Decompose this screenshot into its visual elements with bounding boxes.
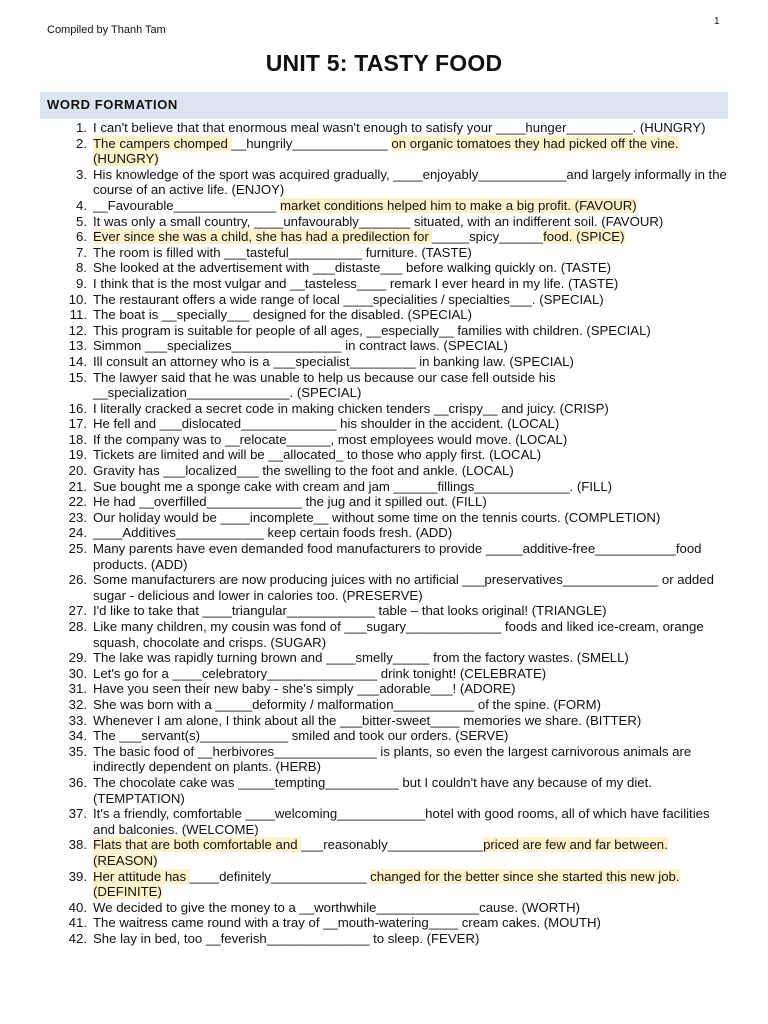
exercise-number: 22. [68, 494, 87, 510]
exercise-item [40, 229, 728, 245]
exercise-number: 25. [68, 541, 87, 557]
exercise-item [40, 198, 728, 214]
exercise-text: It was only a small country, ____unfavourably_______ situated, with an indifferent soil. (FAVOUR) [93, 213, 664, 229]
exercise-item [40, 681, 728, 697]
exercise-item [40, 744, 728, 775]
exercise-number: 1. [76, 120, 87, 135]
exercise-item [40, 432, 728, 448]
exercise-item [40, 775, 728, 806]
exercise-text: I can't believe that that enormous meal wasn't enough to satisfy your ____hunger_________. (HUNGRY) [93, 120, 706, 135]
exercise-number: 12. [68, 322, 87, 338]
exercise-number: 8. [76, 260, 87, 276]
exercise-text: Sue bought me a sponge cake with cream and jam ______fillings_____________. (FILL) [93, 478, 613, 494]
exercise-number: 18. [68, 431, 87, 447]
exercise-number: 28. [68, 619, 87, 634]
highlighted-text: Ever since she was a child, she has had a predilection for [93, 229, 433, 245]
exercise-number: 30. [68, 665, 87, 681]
exercise-number: 4. [76, 197, 87, 213]
exercise-item [40, 292, 728, 308]
page-number: 1 [714, 16, 720, 27]
exercise-item [40, 120, 728, 136]
exercise-text: Let's go for a ____celebratory_______________ drink tonight! (CELEBRATE) [93, 665, 547, 681]
exercise-text: ____Additives____________ keep certain foods fresh. (ADD) [93, 525, 453, 541]
exercise-number: 29. [68, 650, 87, 666]
highlighted-text: on organic tomatoes they had picked off the vine. (HUNGRY) [93, 135, 679, 167]
exercise-text: __hungrily_____________ [231, 135, 392, 151]
exercise-item [40, 323, 728, 339]
page-title: UNIT 5: TASTY FOOD [265, 50, 503, 76]
exercise-number: 42. [68, 930, 87, 946]
exercise-number: 32. [68, 696, 87, 712]
exercise-item [40, 447, 728, 463]
exercise-text: The lawyer said that he was unable to help us because our case fell outside his __specialization______________. (SPECIAL) [93, 369, 556, 401]
exercise-number: 17. [68, 416, 87, 432]
exercise-text: The boat is __specially___ designed for the disabled. (SPECIAL) [93, 307, 472, 323]
exercise-item [40, 260, 728, 276]
exercise-text: If the company was to __relocate______, most employees would move. (LOCAL) [93, 431, 568, 447]
exercise-number: 7. [76, 244, 87, 260]
section-title: WORD FORMATION [47, 97, 178, 112]
exercise-number: 26. [68, 572, 87, 588]
exercise-item [40, 167, 728, 198]
highlighted-text: food. (SPICE) [543, 229, 625, 245]
exercise-item [40, 214, 728, 230]
exercise-item [40, 713, 728, 729]
exercise-text: ___reasonably_____________ [301, 837, 484, 853]
exercise-text: The ___servant(s)____________ smiled and took our orders. (SERVE) [93, 728, 509, 744]
exercise-item [40, 931, 728, 947]
highlighted-text: market conditions helped him to make a big profit. (FAVOUR) [280, 197, 637, 213]
exercise-text: Have you seen their new baby - she's simply ___adorable___! (ADORE) [93, 681, 516, 697]
exercise-item [40, 525, 728, 541]
exercise-text: He fell and ___dislocated_____________ his shoulder in the accident. (LOCAL) [93, 416, 560, 432]
highlighted-text: Flats that are both comfortable and [93, 837, 302, 853]
exercise-number: 36. [68, 774, 87, 790]
exercise-number: 33. [68, 712, 87, 728]
exercise-item [40, 463, 728, 479]
exercise-item [40, 666, 728, 682]
exercise-number: 2. [76, 135, 87, 151]
exercise-text: Gravity has ___localized___ the swelling to the foot and ankle. (LOCAL) [93, 463, 514, 479]
exercise-text: We decided to give the money to a __worthwhile______________cause. (WORTH) [93, 899, 581, 915]
exercise-item [40, 697, 728, 713]
exercise-number: 21. [68, 478, 87, 494]
exercise-number: 40. [68, 899, 87, 915]
exercise-item [40, 276, 728, 292]
exercise-number: 19. [68, 447, 87, 463]
exercise-item [40, 307, 728, 323]
exercise-text: _____spicy______ [432, 229, 544, 245]
exercise-text: This program is suitable for people of all ages, __especially__ families with children. (SPECIAL) [93, 322, 651, 338]
exercise-item [40, 900, 728, 916]
exercise-text: She lay in bed, too __feverish______________ to sleep. (FEVER) [93, 930, 480, 946]
exercise-number: 6. [76, 229, 87, 245]
exercise-text: It's a friendly, comfortable ____welcoming____________hotel with good rooms, all of which have facilities and balconies. (WELCOME) [93, 806, 710, 837]
exercise-number: 35. [68, 743, 87, 759]
exercise-text: I literally cracked a secret code in making chicken tenders __crispy__ and juicy. (CRISP) [93, 400, 609, 416]
exercise-item [40, 869, 728, 900]
exercise-text: He had __overfilled_____________ the jug and it spilled out. (FILL) [93, 494, 487, 510]
exercise-number: 39. [68, 868, 87, 884]
exercise-number: 37. [68, 806, 87, 822]
exercise-item [40, 354, 728, 370]
exercise-text: The lake was rapidly turning brown and ____smelly_____ from the factory wastes. (SMELL) [93, 650, 629, 666]
exercise-text: Some manufacturers are now producing juices with no artificial ___preservatives_____________ or added sugar - delicious and lower in calories too. (PRESERVE) [93, 572, 714, 603]
exercise-text: The chocolate cake was _____tempting__________ but I couldn't have any because of my diet. (TEMPTATION) [93, 774, 652, 806]
exercise-text: Our holiday would be ____incomplete__ without some time on the tennis courts. (COMPLETION) [93, 509, 661, 525]
exercise-item [40, 915, 728, 931]
exercise-text: The basic food of __herbivores______________ is plants, so even the largest carnivorous animals are indirectly dependent on plants. (HERB) [93, 743, 692, 775]
highlighted-text: priced are few and far between. (REASON) [93, 837, 668, 868]
exercise-number: 31. [68, 681, 87, 697]
exercise-item [40, 245, 728, 261]
compiled-by-header: Compiled by Thanh Tam [47, 24, 166, 36]
exercise-number: 3. [76, 166, 87, 182]
exercise-number: 38. [68, 837, 87, 853]
exercise-number: 20. [68, 463, 87, 479]
exercise-item [40, 494, 728, 510]
exercise-number: 13. [68, 338, 87, 354]
exercise-number: 34. [68, 728, 87, 744]
exercise-number: 5. [76, 213, 87, 229]
exercise-item [40, 728, 728, 744]
exercise-item [40, 619, 728, 650]
exercise-item [40, 603, 728, 619]
exercise-item [40, 510, 728, 526]
exercise-text: Ill consult an attorney who is a ___specialist_________ in banking law. (SPECIAL) [93, 353, 574, 369]
section-header-bar [40, 92, 728, 119]
exercise-number: 9. [76, 275, 87, 291]
exercise-number: 16. [68, 400, 87, 416]
exercise-item [40, 541, 728, 572]
exercise-number: 41. [68, 915, 87, 931]
exercise-text: His knowledge of the sport was acquired gradually, ____enjoyably____________and largely informally in the course of an active life. (ENJOY) [93, 166, 727, 198]
exercise-text: Like many children, my cousin was fond of ___sugary_____________ foods and liked ice-cream, orange squash, chocolate and crisps. (SUGAR) [93, 619, 704, 650]
exercise-item [40, 479, 728, 495]
exercise-number: 10. [68, 291, 87, 307]
exercise-number: 24. [68, 525, 87, 541]
exercise-text: I think that is the most vulgar and __tasteless____ remark I ever heard in my life. (TASTE) [93, 275, 619, 291]
exercise-item [40, 338, 728, 354]
exercise-item [40, 416, 728, 432]
highlighted-text: The campers chomped [93, 135, 232, 151]
exercise-item [40, 572, 728, 603]
exercise-item [40, 401, 728, 417]
exercise-text: __Favourable______________ [93, 197, 280, 213]
exercise-number: 23. [68, 509, 87, 525]
exercise-item [40, 136, 728, 167]
exercise-text: I'd like to take that ____triangular____________ table – that looks original! (TRIANGLE) [93, 603, 607, 619]
exercise-item [40, 837, 728, 868]
exercise-number: 27. [68, 603, 87, 619]
exercise-text: The waitress came round with a tray of __mouth-watering____ cream cakes. (MOUTH) [93, 915, 601, 931]
exercise-text: Simmon ___specializes_______________ in contract laws. (SPECIAL) [93, 338, 508, 354]
exercise-number: 11. [69, 307, 87, 323]
exercise-item [40, 806, 728, 837]
exercise-text: The room is filled with ___tasteful__________ furniture. (TASTE) [93, 244, 472, 260]
exercise-text: ____definitely_____________ [189, 868, 371, 884]
exercise-number: 14. [68, 353, 87, 369]
highlighted-text: changed for the better since she started this new job. (DEFINITE) [93, 868, 680, 900]
highlighted-text: Her attitude has [93, 868, 190, 884]
exercise-text: She was born with a _____deformity / malformation___________ of the spine. (FORM) [93, 696, 601, 712]
exercise-text: Tickets are limited and will be __allocated_ to those who apply first. (LOCAL) [93, 447, 542, 463]
exercise-text: She looked at the advertisement with ___distaste___ before walking quickly on. (TASTE) [93, 260, 612, 276]
exercise-list [40, 120, 728, 946]
exercise-text: Whenever I am alone, I think about all the ___bitter-sweet____ memories we share. (BITTER) [93, 712, 642, 728]
exercise-text: Many parents have even demanded food manufacturers to provide _____additive-free___________food products. (ADD) [93, 541, 702, 572]
exercise-item [40, 370, 728, 401]
exercise-item [40, 650, 728, 666]
exercise-number: 15. [68, 369, 87, 385]
exercise-text: The restaurant offers a wide range of local ____specialities / specialties___. (SPECIAL) [93, 291, 604, 307]
